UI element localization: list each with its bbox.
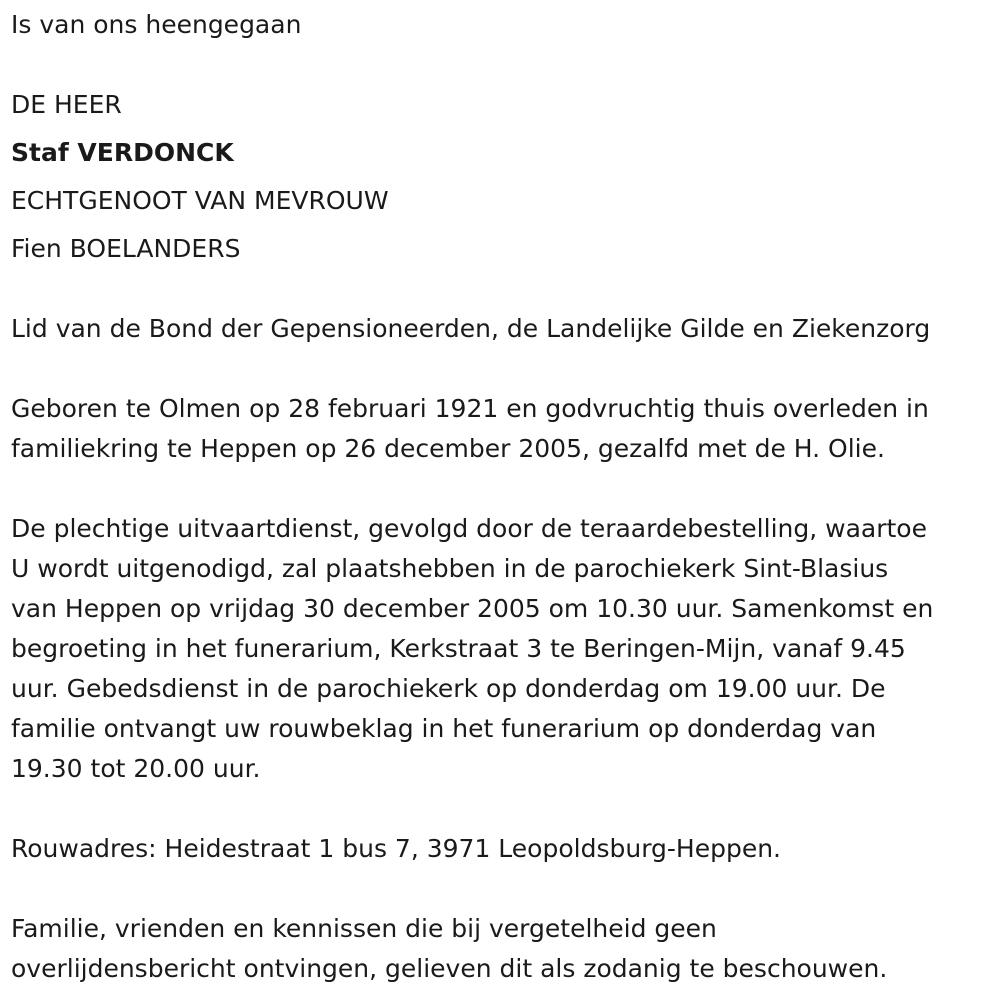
paragraph-line: uur. Gebedsdienst in de parochiekerk op donderdag om 19.00 uur. De: [11, 674, 886, 703]
obituary-document: [11, 5, 996, 989]
paragraph-line: overlijdensbericht ontvingen, gelieven dit als zodanig te beschouwen.: [11, 954, 888, 983]
paragraph-line: Geboren te Olmen op 28 februari 1921 en godvruchtig thuis overleden in: [11, 394, 929, 423]
paragraph-line: Familie, vrienden en kennissen die bij vergetelheid geen: [11, 914, 717, 943]
mourning-address: Rouwadres: Heidestraat 1 bus 7, 3971 Leopoldsburg-Heppen.: [11, 834, 782, 863]
closing-paragraph: [11, 909, 996, 989]
paragraph-line: U wordt uitgenodigd, zal plaatshebben in de parochiekerk Sint-Blasius: [11, 554, 889, 583]
funeral-paragraph: [11, 509, 996, 789]
paragraph-line: familiekring te Heppen op 26 december 2005, gezalfd met de H. Olie.: [11, 434, 885, 463]
spouse-name: Fien BOELANDERS: [11, 234, 241, 263]
paragraph-line: familie ontvangt uw rouwbeklag in het funerarium op donderdag van: [11, 714, 877, 743]
deceased-name: Staf VERDONCK: [11, 138, 234, 167]
intro-text: Is van ons heengegaan: [11, 10, 302, 39]
title-text: DE HEER: [11, 90, 122, 119]
paragraph-line: De plechtige uitvaartdienst, gevolgd door de teraardebestelling, waartoe: [11, 514, 927, 543]
paragraph-line: begroeting in het funerarium, Kerkstraat 3 te Beringen-Mijn, vanaf 9.45: [11, 634, 906, 663]
membership-text: Lid van de Bond der Gepensioneerden, de Landelijke Gilde en Ziekenzorg: [11, 314, 931, 343]
deceased-header: [11, 85, 996, 269]
relation-text: ECHTGENOOT VAN MEVROUW: [11, 186, 389, 215]
paragraph-line: van Heppen op vrijdag 30 december 2005 om 10.30 uur. Samenkomst en: [11, 594, 934, 623]
birth-death-paragraph: [11, 389, 996, 469]
paragraph-line: 19.30 tot 20.00 uur.: [11, 754, 261, 783]
